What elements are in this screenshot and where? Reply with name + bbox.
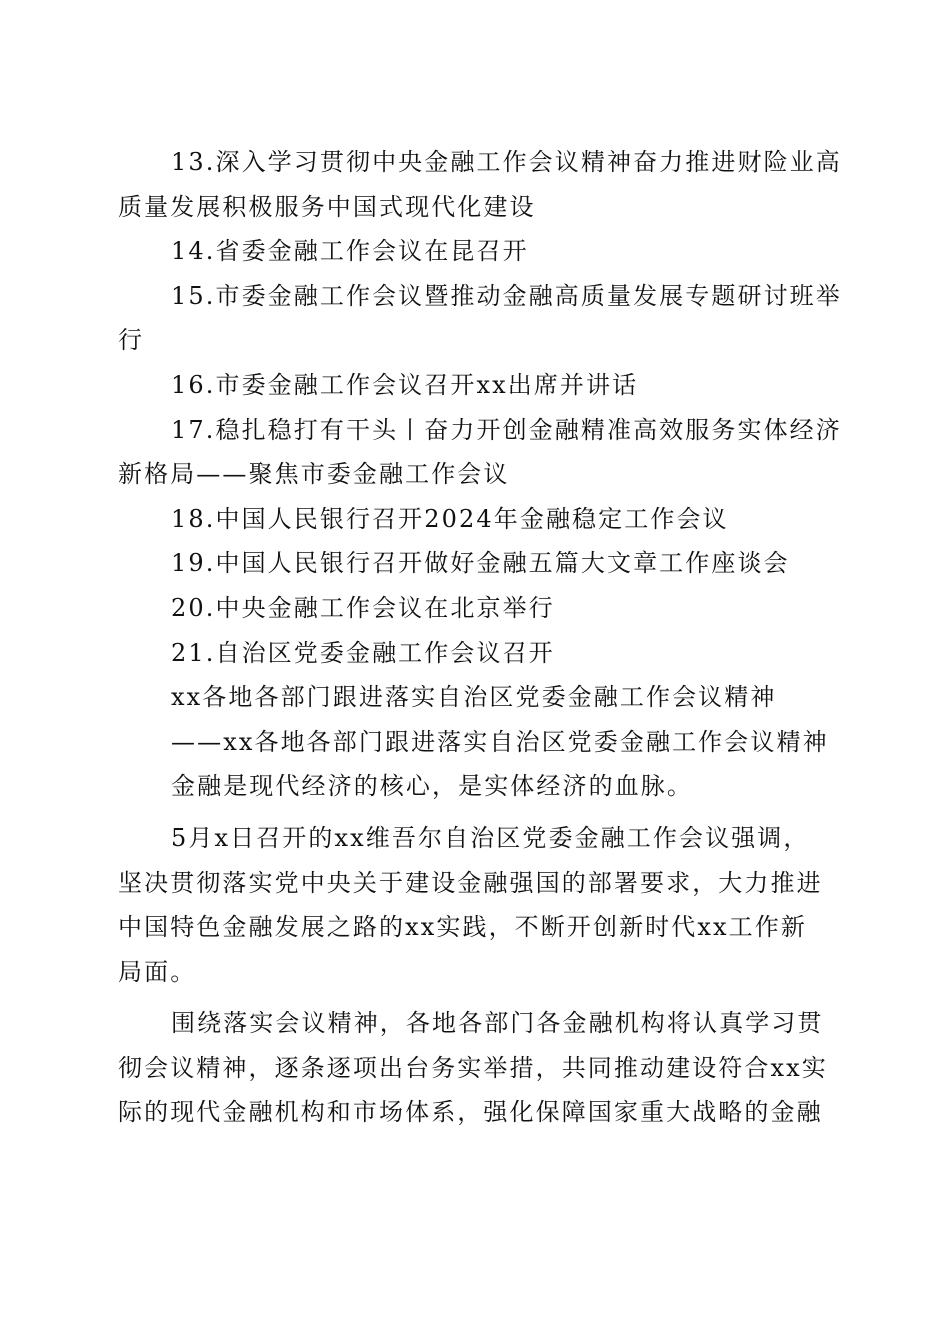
list-item-21: 21.自治区党委金融工作会议召开 <box>171 638 555 667</box>
paragraph-3-line-1: 围绕落实会议精神，各地各部门各金融机构将认真学习贯 <box>171 1009 824 1038</box>
paragraph-2-line-1: 5月x日召开的xx维吾尔自治区党委金融工作会议强调， <box>171 823 810 852</box>
paragraph-intro: 金融是现代经济的核心，是实体经济的血脉。 <box>171 772 693 801</box>
article-title: xx各地各部门跟进落实自治区党委金融工作会议精神 <box>171 683 777 712</box>
list-item-14: 14.省委金融工作会议在昆召开 <box>171 237 529 266</box>
article-subtitle: ——xx各地各部门跟进落实自治区党委金融工作会议精神 <box>171 727 829 756</box>
list-item-18: 18.中国人民银行召开2024年金融稳定工作会议 <box>171 504 729 533</box>
list-item-19: 19.中国人民银行召开做好金融五篇大文章工作座谈会 <box>171 549 790 578</box>
list-item-17-line-1: 17.稳扎稳打有干头丨奋力开创金融精准高效服务实体经济 <box>171 415 842 444</box>
paragraph-3-line-2: 彻会议精神，逐条逐项出台务实举措，共同推动建设符合xx实 <box>118 1053 828 1082</box>
paragraph-2-line-2: 坚决贯彻落实党中央关于建设金融强国的部署要求，大力推进 <box>118 868 823 897</box>
list-item-20: 20.中央金融工作会议在北京举行 <box>171 593 555 622</box>
paragraph-3-line-3: 际的现代金融机构和市场体系，强化保障国家重大战略的金融 <box>118 1098 823 1127</box>
list-item-15-line-1: 15.市委金融工作会议暨推动金融高质量发展专题研讨班举 <box>171 281 842 310</box>
list-item-15-line-2: 行 <box>118 326 145 355</box>
paragraph-2-line-4: 局面。 <box>118 957 197 986</box>
list-item-13-line-1: 13.深入学习贯彻中央金融工作会议精神奋力推进财险业高 <box>171 148 842 176</box>
list-item-17-line-2: 新格局——聚焦市委金融工作会议 <box>118 460 510 489</box>
paragraph-2-line-3: 中国特色金融发展之路的xx实践，不断开创新时代xx工作新 <box>118 913 807 942</box>
list-item-13-line-2: 质量发展积极服务中国式现代化建设 <box>118 192 536 221</box>
document-body <box>118 140 842 1135</box>
list-item-16: 16.市委金融工作会议召开xx出席并讲话 <box>171 370 639 399</box>
